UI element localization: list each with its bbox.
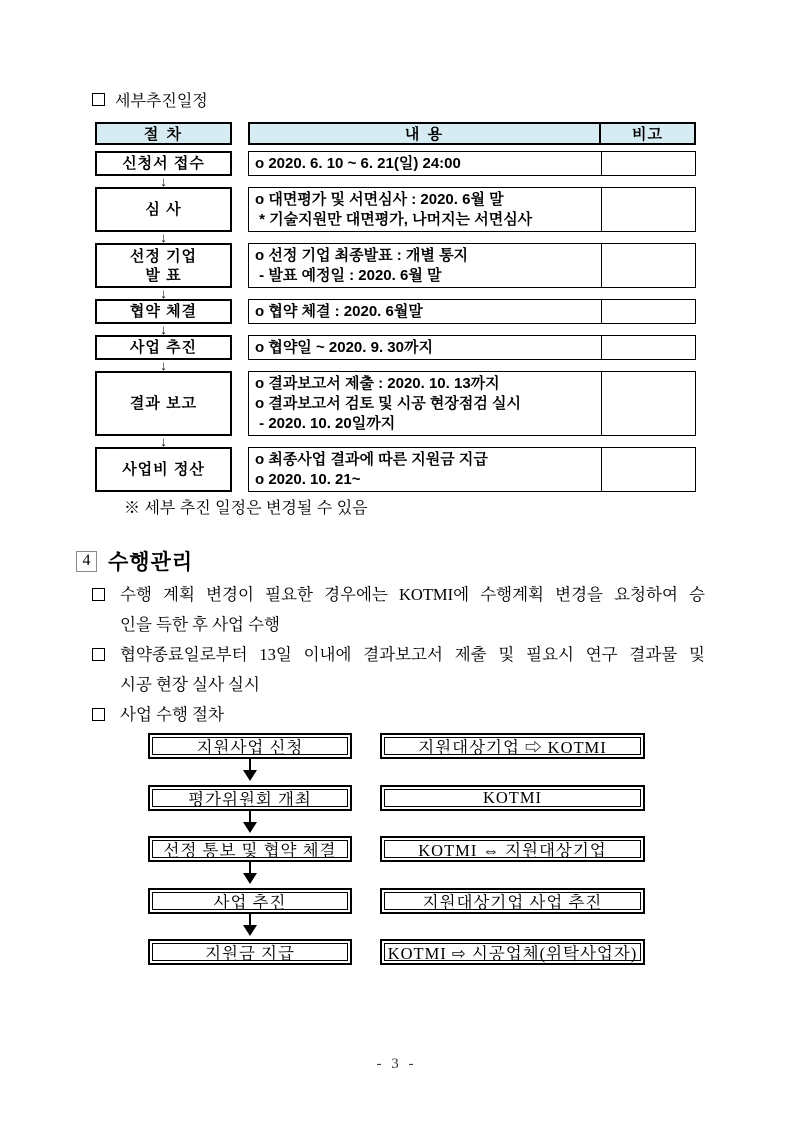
process-content-text: o 2020. 6. 10 ~ 6. 21(일) 24:00 <box>255 154 461 172</box>
bullet-marker <box>92 640 120 670</box>
process-content-box <box>248 447 696 492</box>
process-remark-cell <box>601 372 695 435</box>
flow-step-box: 선정 통보 및 협약 체결 <box>148 836 352 862</box>
process-step-box: 사업 추진 <box>95 335 232 360</box>
bullet-text: 협약종료일로부터 13일 이내에 결과보고서 제출 및 필요시 연구 결과물 및 <box>120 645 705 664</box>
bullet-continuation-line: 인을 득한 후 사업 수행 <box>120 615 280 634</box>
bullet-line <box>92 700 705 730</box>
process-step-box: 심 사 <box>95 187 232 232</box>
bullet-text: 사업 수행 절차 <box>120 705 224 724</box>
arrow-stem <box>249 759 251 770</box>
flow-actor-box: KOTMI ⇔ 지원대상기업 <box>380 836 645 862</box>
process-step-box: 사업비 정산 <box>95 447 232 492</box>
process-content-text: o 협약일 ~ 2020. 9. 30까지 <box>255 338 433 356</box>
bullet-continuation-line: 시공 현장 실사 실시 <box>120 675 260 694</box>
process-step-box: 선정 기업 발 표 <box>95 243 232 288</box>
schedule-section-heading <box>92 88 208 111</box>
process-flowchart <box>0 733 793 991</box>
schedule-rows <box>95 151 696 492</box>
down-arrow-icon: ↓ <box>160 322 167 337</box>
schedule-table-row <box>95 299 696 324</box>
down-arrow-icon: ↓ <box>160 174 167 189</box>
flow-step-box: 평가위원회 개최 <box>148 785 352 811</box>
schedule-table-row <box>95 447 696 492</box>
process-remark-cell <box>601 448 695 491</box>
schedule-section-title: 세부추진일정 <box>115 93 208 110</box>
bullet-marker <box>92 700 120 730</box>
arrow-stem <box>249 862 251 873</box>
process-content-text: o 최종사업 결과에 따른 지원금 지급 o 2020. 10. 21~ <box>255 450 488 488</box>
flowchart-row <box>0 888 793 914</box>
process-content-text: o 대면평가 및 서면심사 : 2020. 6월 말 * 기술지원만 대면평가, 나머지는 서면심사 <box>255 190 533 228</box>
process-step-box: 협약 체결 <box>95 299 232 324</box>
process-content-text: o 선정 기업 최종발표 : 개별 통지 - 발표 예정일 : 2020. 6월 말 <box>255 246 469 284</box>
flow-actor-box: KOTMI ⇨ 시공업체(위탁사업자) <box>380 939 645 965</box>
process-remark-cell <box>601 336 695 359</box>
flow-step-box: 지원사업 신청 <box>148 733 352 759</box>
flow-step-box: 사업 추진 <box>148 888 352 914</box>
process-remark-cell <box>601 188 695 231</box>
process-remark-cell <box>601 152 695 175</box>
down-arrow-icon: ↓ <box>160 286 167 301</box>
down-arrow-icon: ↓ <box>160 434 167 449</box>
schedule-note: ※ 세부 추진 일정은 변경될 수 있음 <box>124 500 368 517</box>
down-arrow-icon: ↓ <box>160 230 167 245</box>
checkbox-icon <box>92 93 105 106</box>
schedule-table <box>95 122 696 492</box>
process-content-box <box>248 187 696 232</box>
flowchart-row <box>0 836 793 862</box>
schedule-table-row <box>95 243 696 288</box>
down-arrow-icon <box>243 862 257 887</box>
down-arrow-icon <box>243 759 257 784</box>
flowchart-row <box>0 939 793 965</box>
schedule-table-row <box>95 151 696 176</box>
schedule-table-row <box>95 187 696 232</box>
flow-step-box: 지원금 지급 <box>148 939 352 965</box>
checkbox-icon <box>92 648 105 661</box>
process-content-text: o 결과보고서 제출 : 2020. 10. 13까지 o 결과보고서 검토 및 시공 현장점검 실시 - 2020. 10. 20일까지 <box>255 374 522 432</box>
process-step-box: 신청서 접수 <box>95 151 232 176</box>
checkbox-icon <box>92 708 105 721</box>
process-content-box <box>248 243 696 288</box>
checkbox-icon <box>92 588 105 601</box>
process-content-box <box>248 371 696 436</box>
arrow-stem <box>249 914 251 925</box>
schedule-table-row <box>95 335 696 360</box>
management-bullets <box>92 580 705 730</box>
process-content-box <box>248 151 696 176</box>
process-step-box: 결과 보고 <box>95 371 232 436</box>
section-title: 수행관리 <box>108 551 194 574</box>
arrow-head <box>243 925 257 936</box>
down-arrow-icon: ↓ <box>160 358 167 373</box>
schedule-table-header <box>95 122 696 145</box>
down-arrow-icon <box>243 811 257 836</box>
bullet-marker <box>92 580 120 610</box>
header-cell-content-group <box>248 122 696 145</box>
bullet-line <box>92 640 705 670</box>
process-remark-cell <box>601 300 695 323</box>
schedule-table-row <box>95 371 696 436</box>
flow-actor-box: 지원대상기업 사업 추진 <box>380 888 645 914</box>
bullet-text: 수행 계획 변경이 필요한 경우에는 KOTMI에 수행계획 변경을 요청하여 승 <box>120 585 705 604</box>
section-number-box: 4 <box>76 551 97 572</box>
flow-actor-box: 지원대상기업 ⇨ KOTMI <box>380 733 645 759</box>
bullet-line <box>92 580 705 610</box>
page-number: - 3 - <box>376 1056 417 1072</box>
process-remark-cell <box>601 244 695 287</box>
management-section-heading <box>76 546 193 576</box>
header-cell-remark: 비고 <box>599 124 694 143</box>
down-arrow-icon <box>243 914 257 939</box>
arrow-stem <box>249 811 251 822</box>
header-cell-content: 내 용 <box>404 126 445 143</box>
process-content-text: o 협약 체결 : 2020. 6월말 <box>255 302 423 320</box>
arrow-head <box>243 770 257 781</box>
arrow-head <box>243 822 257 833</box>
process-content-box <box>248 299 696 324</box>
flowchart-row <box>0 733 793 759</box>
header-cell-step: 절 차 <box>95 122 232 145</box>
arrow-head <box>243 873 257 884</box>
flow-actor-box: KOTMI <box>380 785 645 811</box>
process-content-box <box>248 335 696 360</box>
flowchart-row <box>0 785 793 811</box>
